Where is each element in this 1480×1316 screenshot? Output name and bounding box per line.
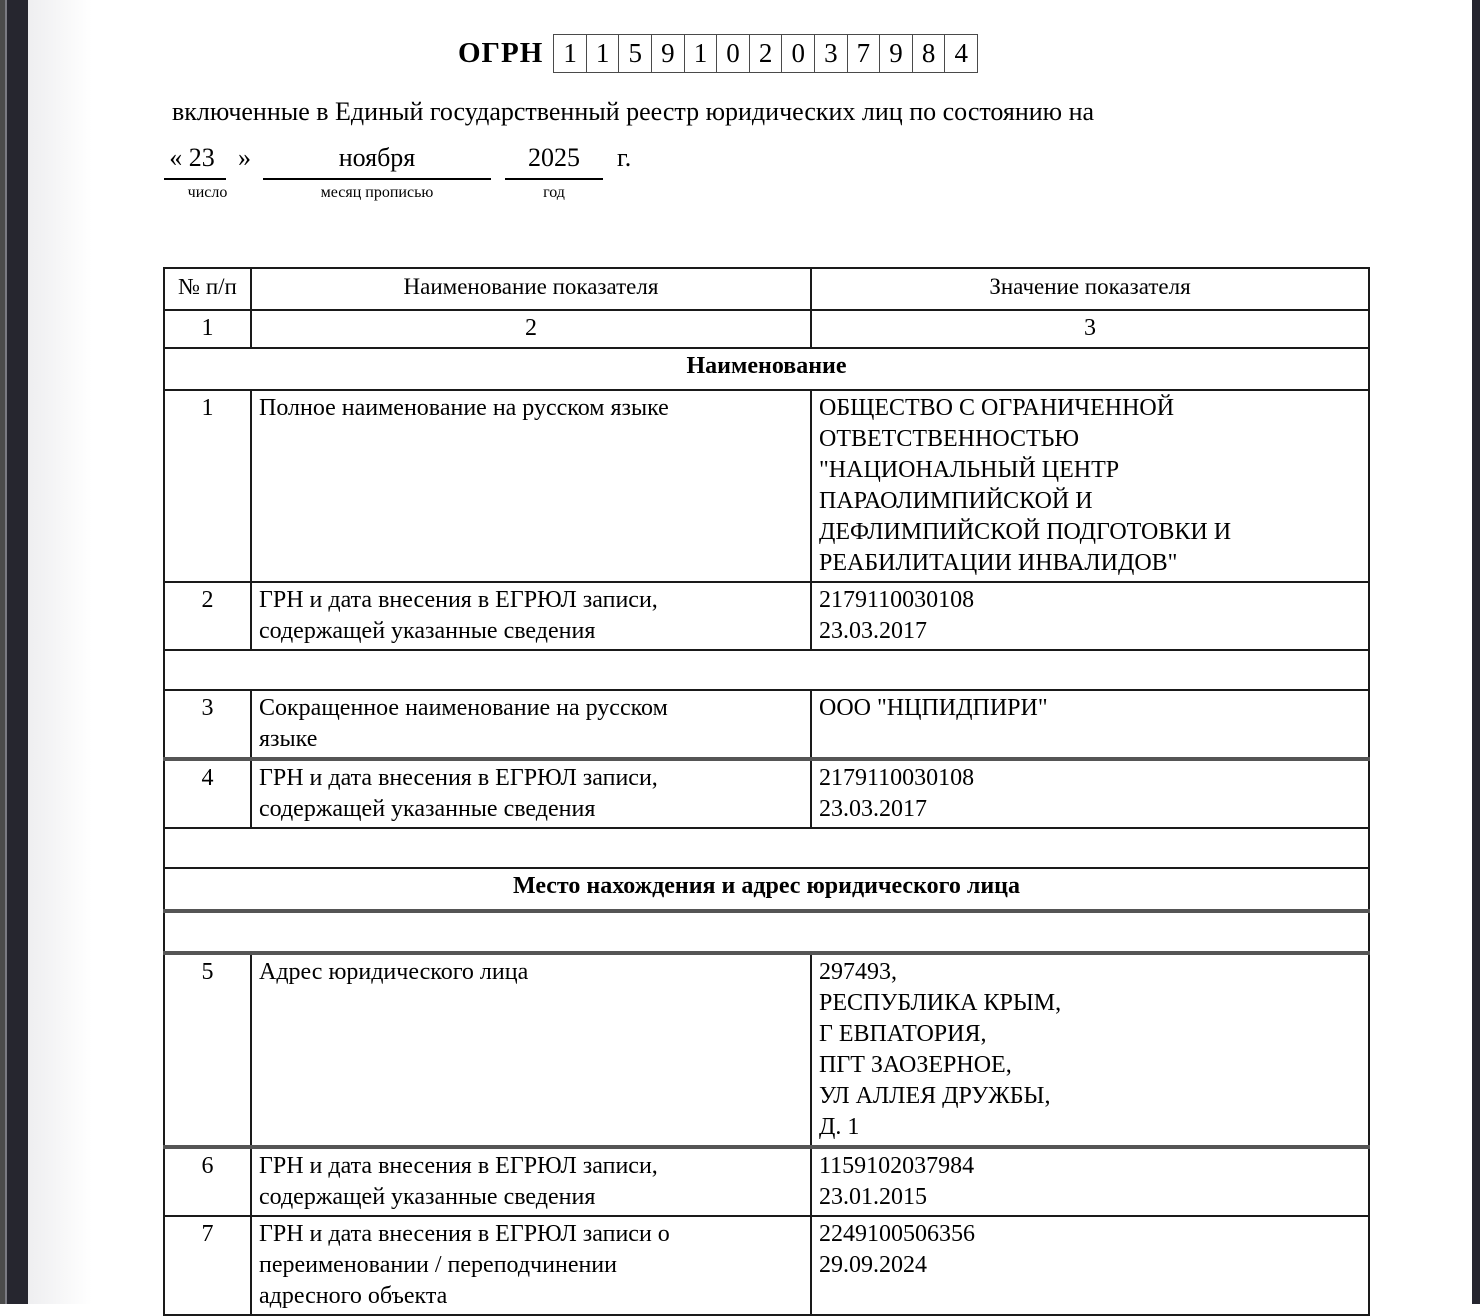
date-day-group: [164, 143, 251, 202]
indicator-name-cell: Полное наименование на русском языке: [251, 390, 811, 582]
date-month-label: месяц прописью: [320, 184, 434, 201]
open-quote: «: [169, 143, 183, 172]
spacer-row: [164, 828, 1369, 868]
section-header-row: [164, 868, 1369, 911]
indicator-value-cell: ОБЩЕСТВО С ОГРАНИЧЕННОЙ ОТВЕТСТВЕННОСТЬЮ "НАЦИОНАЛЬНЫЙ ЦЕНТР ПАРАОЛИМПИЙСКОЙ И ДЕФЛИМПИЙСКОЙ ПОДГОТОВКИ И РЕАБИЛИТАЦИИ ИНВАЛИДОВ": [811, 390, 1369, 582]
ogrn-digit-cell: 5: [619, 35, 652, 72]
ogrn-digit-cell: 4: [954, 38, 968, 68]
row-number-cell: 1: [164, 390, 251, 582]
indicator-value-cell: ООО "НЦПИДПИРИ": [811, 690, 1369, 759]
indicator-value-cell: 2179110030108 23.03.2017: [811, 582, 1369, 650]
spacer-cell: [164, 828, 1369, 868]
date-month-group: [263, 143, 491, 202]
row-number-cell: 2: [164, 582, 251, 650]
table-row: [164, 582, 1369, 650]
indicator-value-cell: 2179110030108 23.03.2017: [811, 759, 1369, 828]
ogrn-block: [458, 34, 978, 73]
row-number-cell: 7: [164, 1216, 251, 1315]
table-row: [164, 953, 1369, 1147]
indicator-value-cell: 1159102037984 23.01.2015: [811, 1147, 1369, 1216]
indicator-name-cell: ГРН и дата внесения в ЕГРЮЛ записи, содержащей указанные сведения: [251, 582, 811, 650]
date-line: [164, 143, 631, 202]
col-number-3: 3: [811, 310, 1369, 348]
spacer-row: [164, 911, 1369, 953]
spacer-cell: [164, 911, 1369, 953]
indicator-name-cell: ГРН и дата внесения в ЕГРЮЛ записи, содержащей указанные сведения: [251, 1147, 811, 1216]
ogrn-digit-cell: 1: [685, 35, 718, 72]
table-row: [164, 390, 1369, 582]
section-header-cell: Наименование: [164, 348, 1369, 390]
row-number-cell: 3: [164, 690, 251, 759]
ogrn-digit-cell: 0: [717, 35, 750, 72]
indicator-value-cell: 2249100506356 29.09.2024: [811, 1216, 1369, 1315]
row-number-cell: 5: [164, 953, 251, 1147]
spacer-row: [164, 650, 1369, 690]
col-number-1: 1: [164, 310, 251, 348]
ogrn-digit-cell: 9: [652, 35, 685, 72]
table-row: [164, 1216, 1369, 1315]
ogrn-digit-cell: 0: [782, 35, 815, 72]
ogrn-digit-cell: 3: [815, 35, 848, 72]
section-header-cell: Место нахождения и адрес юридического лица: [164, 868, 1369, 911]
table-row: [164, 1147, 1369, 1216]
date-year-suffix: г.: [617, 143, 632, 172]
indicator-value-cell: 297493, РЕСПУБЛИКА КРЫМ, Г ЕВПАТОРИЯ, ПГТ ЗАОЗЕРНОЕ, УЛ АЛЛЕЯ ДРУЖБЫ, Д. 1: [811, 953, 1369, 1147]
row-number-cell: 4: [164, 759, 251, 828]
date-day-underline: [164, 143, 226, 180]
ogrn-digit-cell: 9: [880, 35, 913, 72]
indicator-name-cell: Сокращенное наименование на русском языке: [251, 690, 811, 759]
ogrn-label: ОГРН: [458, 37, 544, 69]
close-quote: »: [238, 143, 251, 172]
ogrn-digit-cell: 1: [554, 35, 587, 72]
indicator-name-cell: Адрес юридического лица: [251, 953, 811, 1147]
ogrn-digit-cell: 1: [587, 35, 620, 72]
viewer-right-strip: [1472, 0, 1480, 1304]
date-day-label: число: [187, 184, 228, 201]
ogrn-digit-cell: 2: [750, 35, 783, 72]
column-number-row: [164, 310, 1369, 348]
ogrn-digit-cell: 7: [848, 35, 881, 72]
ogrn-digit-cell: 8: [913, 35, 946, 72]
row-number-cell: 6: [164, 1147, 251, 1216]
date-year-group: [505, 143, 603, 202]
viewer-sidebar-strip: [7, 0, 28, 1304]
indicator-name-cell: ГРН и дата внесения в ЕГРЮЛ записи о переименовании / переподчинении адресного объекта: [251, 1216, 811, 1315]
table-header-row: [164, 268, 1369, 310]
registry-table: [163, 267, 1370, 1316]
date-year-value: 2025: [505, 143, 603, 180]
date-day-value: 23: [188, 143, 215, 172]
table-row: [164, 690, 1369, 759]
header-name: Наименование показателя: [251, 268, 811, 310]
table-row: [164, 759, 1369, 828]
indicator-name-cell: ГРН и дата внесения в ЕГРЮЛ записи, содержащей указанные сведения: [251, 759, 811, 828]
spacer-cell: [164, 650, 1369, 690]
date-month-value: ноября: [263, 143, 491, 180]
ogrn-digit-boxes: [553, 34, 978, 73]
registry-table-container: [163, 267, 1368, 1316]
col-number-2: 2: [251, 310, 811, 348]
section-header-row: [164, 348, 1369, 390]
date-year-label: год: [543, 184, 565, 201]
intro-text: включенные в Единый государственный реестр юридических лиц по состоянию на: [172, 97, 1095, 126]
page-left-shadow: [28, 0, 92, 1304]
header-num: № п/п: [164, 268, 251, 310]
header-value: Значение показателя: [811, 268, 1369, 310]
